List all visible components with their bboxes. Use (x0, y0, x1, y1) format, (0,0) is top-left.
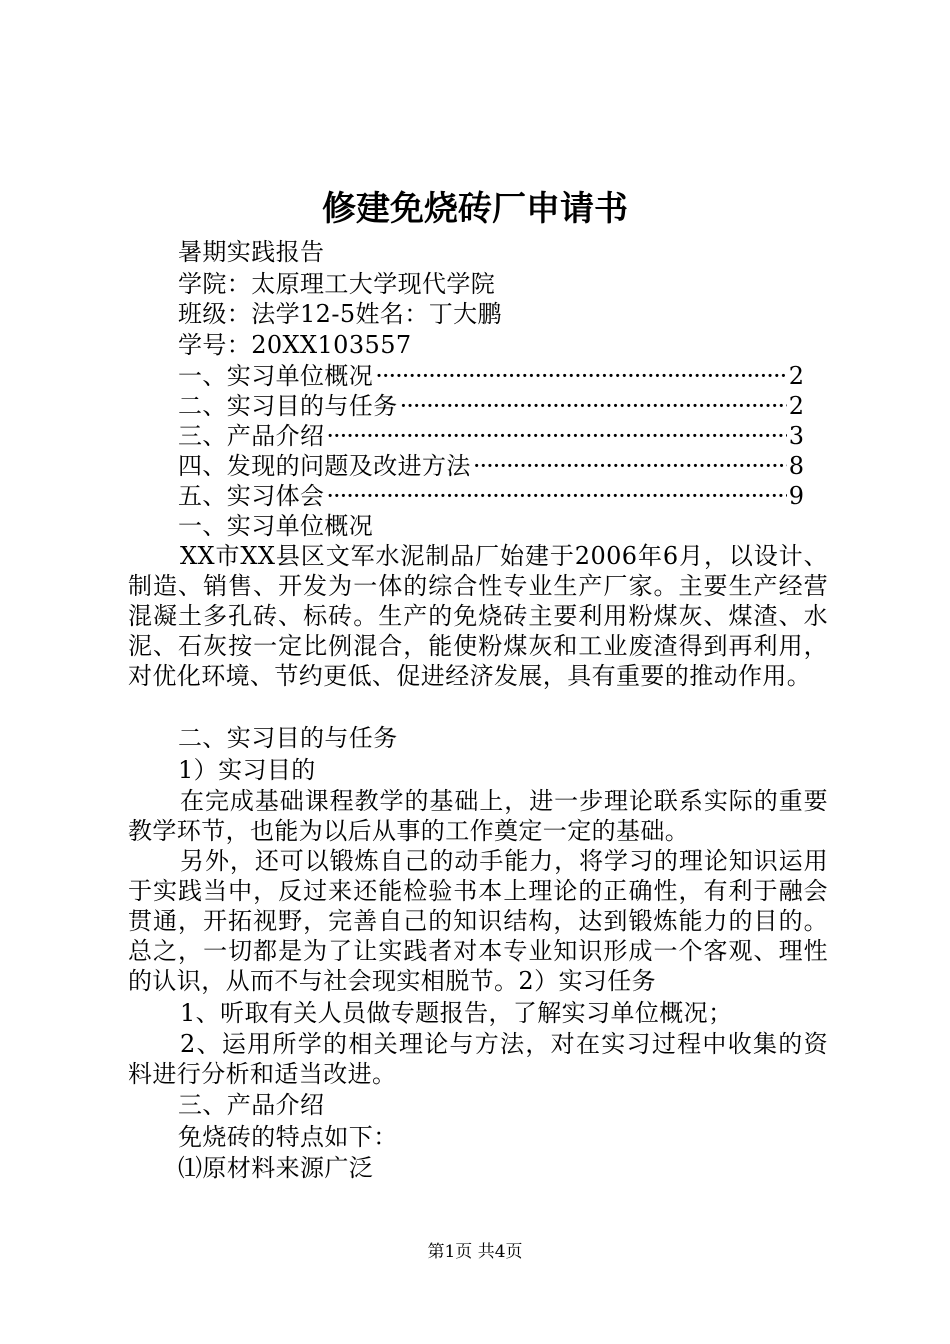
toc-entry-label: 五、实习体会 (178, 482, 325, 510)
toc-entry-label: 一、实习单位概况 (178, 362, 374, 390)
toc-leader-dots (400, 390, 787, 422)
toc-leader-dots (326, 420, 786, 452)
toc-entry (178, 480, 804, 512)
toc-entry-page: 8 (788, 452, 804, 480)
paragraph: 在完成基础课程教学的基础上，进一步理论联系实际的重要教学环节，也能为以后从事的工作奠定一定的基础。 (128, 787, 828, 845)
toc-leader-dots (375, 360, 787, 392)
toc-entry-label: 二、实习目的与任务 (178, 392, 398, 420)
section-heading: 二、实习目的与任务 (178, 724, 398, 752)
class-name-line: 班级：法学12-5姓名：丁大鹏 (178, 300, 502, 328)
toc-leader-dots (326, 480, 786, 512)
section-heading: 三、产品介绍 (178, 1091, 325, 1119)
report-type-line: 暑期实践报告 (178, 238, 325, 266)
paragraph: 2、运用所学的相关理论与方法，对在实习过程中收集的资料进行分析和适当改进。 (128, 1030, 828, 1088)
paragraph: XX市XX县区文军水泥制品厂始建于2006年6月，以设计、制造、销售、开发为一体的综合性专业生产厂家。主要生产经营混凝土多孔砖、标砖。生产的免烧砖主要利用粉煤灰、煤渣、水泥、石灰按一定比例混合，能使粉煤灰和工业废渣得到再利用，对优化环境、节约更低、促进经济发展，具有重要的推动作用。 (128, 542, 828, 690)
toc-entry (178, 450, 804, 482)
subsection-heading: 1）实习目的 (178, 756, 316, 784)
toc-entry-label: 三、产品介绍 (178, 422, 325, 450)
section-heading: 一、实习单位概况 (178, 512, 374, 540)
document-title: 修建免烧砖厂申请书 (322, 189, 628, 229)
toc-entry-label: 四、发现的问题及改进方法 (178, 452, 471, 480)
toc-entry-page: 9 (788, 482, 804, 510)
list-item: ⑴原材料来源广泛 (178, 1154, 374, 1182)
toc-entry (178, 360, 804, 392)
paragraph: 另外，还可以锻炼自己的动手能力，将学习的理论知识运用于实践当中，反过来还能检验书本上理论的正确性，有利于融会贯通，开拓视野，完善自己的知识结构，达到锻炼能力的目的。总之，一切都是为了让实践者对本专业知识形成一个客观、理性的认识，从而不与社会现实相脱节。2）实习任务 (128, 847, 828, 995)
toc-entry-page: 2 (788, 362, 804, 390)
toc-entry (178, 420, 804, 452)
toc-entry (178, 390, 804, 422)
toc-leader-dots (473, 450, 787, 482)
page-footer: 第1页 共4页 (427, 1242, 523, 1262)
toc-entry-page: 2 (788, 392, 804, 420)
paragraph: 1、听取有关人员做专题报告，了解实习单位概况； (180, 999, 733, 1027)
body-line: 免烧砖的特点如下： (178, 1123, 398, 1151)
toc-entry-page: 3 (788, 422, 804, 450)
student-id-line: 学号：20XX103557 (178, 331, 412, 359)
college-line: 学院：太原理工大学现代学院 (178, 270, 496, 298)
